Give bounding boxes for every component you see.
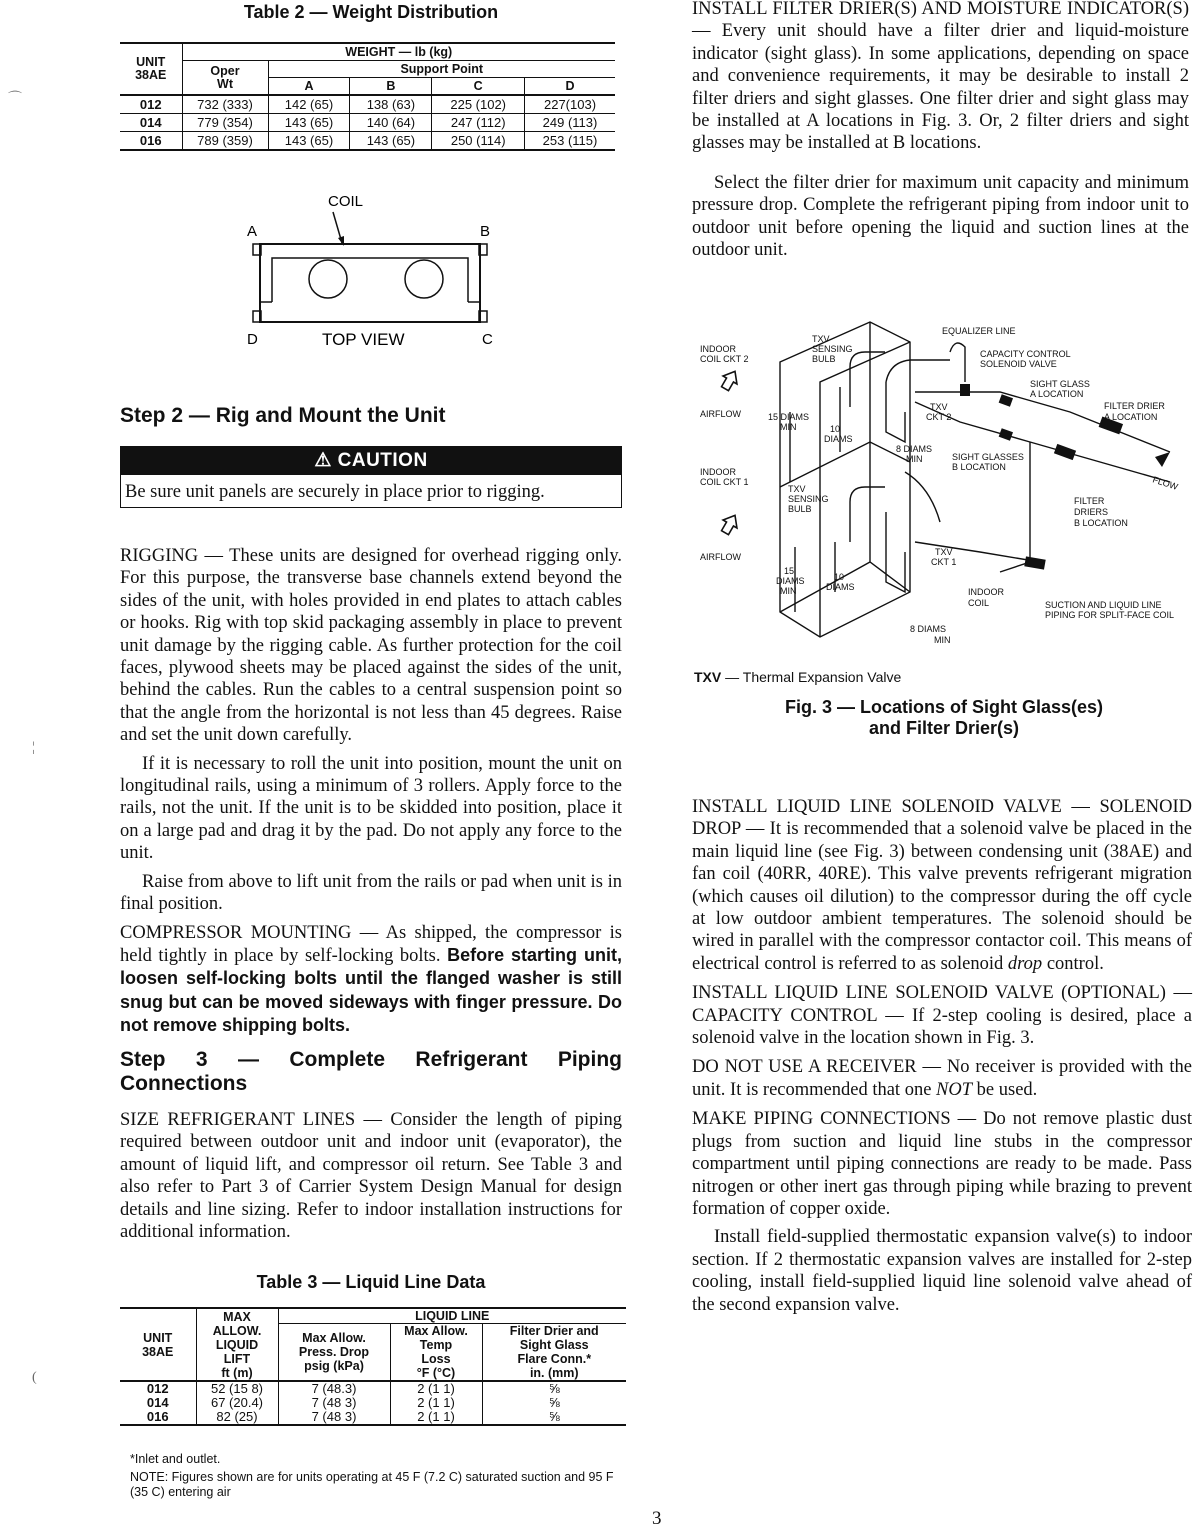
pipe <box>886 512 905 592</box>
t2-col-d: D <box>525 78 615 96</box>
t3-lift: 52 (15 8) <box>196 1381 278 1396</box>
solenoid-optional-paragraph: INSTALL LIQUID LINE SOLENOID VALVE (OPTIONAL) — CAPACITY CONTROL — If 2-step cooling is desired, place a solenoid valve in the location shown in Fig. 3. <box>692 983 1192 1049</box>
filter-drier-b <box>1054 444 1076 460</box>
t2-col-a: A <box>268 78 350 96</box>
t2-c: 250 (114) <box>432 132 525 151</box>
table2-wrap <box>120 36 615 151</box>
top-view-label: TOP VIEW <box>322 330 405 349</box>
t2-unit: 014 <box>120 114 182 132</box>
table-row <box>120 114 615 132</box>
t2-header-weight: WEIGHT — lb (kg) <box>182 43 615 61</box>
filter-drier-b <box>1024 556 1045 569</box>
figure3-diagram <box>700 312 1192 662</box>
txv-bulb-top-label: TXV SENSING BULB <box>812 334 853 364</box>
airflow-arrow-icon <box>718 367 742 392</box>
receiver-text: DO NOT USE A RECEIVER — No receiver is provided with the unit. It is recommended that one <box>692 1057 1192 1100</box>
point-c-label: C <box>482 331 493 348</box>
weight-distribution-table <box>120 42 615 151</box>
t2-oper: 789 (359) <box>182 132 268 151</box>
t2-c: 247 (112) <box>432 114 525 132</box>
table2-title: Table 2 — Weight Distribution <box>243 2 499 22</box>
t3-press: 7 (48.3) <box>278 1381 390 1396</box>
t3-conn: ⅝ <box>482 1381 626 1396</box>
table3-notes <box>130 1452 630 1500</box>
t2-oper: 732 (333) <box>182 95 268 114</box>
table3-wrap <box>120 1307 626 1426</box>
unit-outline <box>260 244 480 322</box>
raise-paragraph: Raise from above to lift unit from the rails or pad when unit is in final position. <box>120 871 622 915</box>
point-d-label: D <box>247 331 258 348</box>
fan-circle <box>309 260 347 298</box>
diams10-bot-label: 10 DIAMS <box>826 572 855 592</box>
filter-drier-paragraph: INSTALL FILTER DRIER(S) AND MOISTURE INDICATOR(S) — Every unit should have a filter drier and liquid-moisture indicator (sight glass). In some applications, depending on space and convenience requirements, it may be desirable to install 2 filter driers and sight glasses. One filter drier and sight glass may be installed at A locations in Fig. 3. Or, 2 filter driers and sight glasses may be installed at B locations. <box>692 0 1189 154</box>
t2-col-c: C <box>432 78 525 96</box>
caution-box <box>120 446 622 508</box>
t3-header-filter: Filter Drier and Sight Glass Flare Conn.* in. (mm) <box>482 1324 626 1382</box>
margin-mark: ( <box>32 1370 37 1385</box>
figure3-caption-line2: and Filter Drier(s) <box>868 718 1020 738</box>
t3-lift: 67 (20.4) <box>196 1396 278 1410</box>
airflow-arrow-icon <box>718 511 742 536</box>
t3-unit: 016 <box>146 1409 169 1424</box>
diams8-top-label: 8 DIAMS MIN <box>896 444 933 464</box>
step3-heading-line1: Step 3 — Complete Refrigerant Piping <box>120 1048 622 1071</box>
piping-connections-paragraph: MAKE PIPING CONNECTIONS — Do not remove plastic dust plugs from suction and liquid line stubs in the compressor compartment until piping connections are ready to be made. Pass nitrogen or other inert gas through piping while brazing to prevent formation of copper oxide. <box>692 1109 1192 1219</box>
flow-label: FLOW <box>1151 474 1180 492</box>
t2-d: 249 (113) <box>525 114 615 132</box>
airflow-label-1: AIRFLOW <box>700 409 742 419</box>
table3-note: NOTE: Figures shown are for units operating at 45 F (7.2 C) saturated suction and 95 F (35 C) entering air <box>130 1470 614 1499</box>
t2-oper: 779 (354) <box>182 114 268 132</box>
t2-unit: 016 <box>120 132 182 151</box>
solenoid-drop-text: INSTALL LIQUID LINE SOLENOID VALVE — SOLENOID DROP — It is recommended that a solenoid valve be placed in the main liquid line (see Fig. 3) between condensing unit (38AE) and fan coil (40RR, 40RE). This valve prevents refrigerant migration (which causes oil dilution) to the compressor during the off cycle at low outdoor ambient temperatures. The solenoid should be wired in parallel with the compressor contactor coil. This means of electrical control is referred to as solenoid <box>692 797 1192 974</box>
t3-temp: 2 (1 1) <box>390 1410 482 1425</box>
filter-select-paragraph: Select the filter drier for maximum unit capacity and minimum pressure drop. Complete the refrigerant piping from indoor unit to outdoor unit before opening the liquid and suction lines at the outdoor unit. <box>692 173 1189 261</box>
liquid-line-table <box>120 1307 626 1426</box>
airflow-label-2: AIRFLOW <box>700 552 742 562</box>
t3-header-liquid-line: LIQUID LINE <box>278 1308 626 1324</box>
filter-b-label: FILTER DRIERS B LOCATION <box>1074 496 1128 528</box>
t3-header-temp: Max Allow. Temp Loss °F (°C) <box>390 1324 482 1382</box>
figure3-caption-line1: Fig. 3 — Locations of Sight Glass(es) <box>784 697 1104 717</box>
roll-paragraph: If it is necessary to roll the unit into position, mount the unit on longitudinal rails, using a minimum of 3 rollers. Apply force to the rails, not the unit. If the unit is to be skidded into position, place it on a large pad and drag it by the pad. Do not apply any force to the unit. <box>120 753 622 864</box>
diams10-top-label: 10 DIAMS <box>824 424 853 444</box>
diams15-top-label: 15 DIAMS MIN <box>768 412 810 432</box>
txv-abbr: TXV <box>694 669 722 685</box>
txv-install-paragraph: Install field-supplied thermostatic expansion valve(s) to indoor section. If 2 thermostatic expansion valves are installed for 2-step cooling, install field-supplied liquid line solenoid valve ahead of the second expansion valve. <box>692 1227 1192 1315</box>
diams15-bot-label: 15 DIAMS MIN <box>776 566 805 596</box>
size-lines-paragraph: SIZE REFRIGERANT LINES — Consider the length of piping required between outdoor unit and indoor unit (evaporator), the amount of liquid lift, and compressor oil return. See Table 3 and also refer to Part 3 of Carrier System Design Manual for design details and line sizing. Refer to indoor installation instructions for additional information. <box>120 1110 622 1243</box>
t3-temp: 2 (1 1) <box>390 1396 482 1410</box>
table-row <box>120 1396 626 1410</box>
figure3-caption <box>692 697 1196 739</box>
receiver-end: be used. <box>976 1079 1038 1100</box>
step3-heading-line2: Connections <box>120 1072 248 1095</box>
receiver-em: NOT <box>936 1079 973 1100</box>
solenoid-drop-em: drop <box>1007 953 1043 974</box>
t2-header-unit: UNIT 38AE <box>135 55 167 82</box>
fan-circle <box>405 260 443 298</box>
pipe <box>886 360 950 382</box>
t3-press: 7 (48 3) <box>278 1396 390 1410</box>
suction-label: SUCTION AND LIQUID LINE PIPING FOR SPLIT-FACE COIL <box>1045 600 1175 620</box>
t2-a: 142 (65) <box>268 95 350 114</box>
coil-outline <box>272 258 468 302</box>
table-row <box>120 95 615 114</box>
table-row <box>120 132 615 151</box>
compressor-warning: Before starting unit, loosen self-locking bolts until the flanged washer is still snug but can be moved sideways with finger pressure. Do not remove shipping bolts. <box>120 944 622 1036</box>
point-a-label: A <box>247 223 258 240</box>
indoor-ckt1-label: INDOOR COIL CKT 1 <box>700 467 749 487</box>
coil-box-edges <box>780 322 910 612</box>
table3-footnote: *Inlet and outlet. <box>130 1452 221 1466</box>
t2-header-oper: Oper Wt <box>182 61 268 96</box>
txv-bulb-bot-label: TXV SENSING BULB <box>788 484 829 514</box>
t3-unit: 012 <box>146 1381 169 1396</box>
solenoid-drop-paragraph <box>692 796 1192 975</box>
indoor-ckt2-label: INDOOR COIL CKT 2 <box>700 344 749 364</box>
t3-lift: 82 (25) <box>196 1410 278 1425</box>
step2-body <box>120 545 622 1038</box>
t3-unit: 014 <box>146 1395 169 1410</box>
top-view-diagram <box>220 188 520 358</box>
t2-b: 140 (64) <box>350 114 432 132</box>
coil-split <box>780 442 910 487</box>
coil-box-front <box>820 342 910 637</box>
t2-col-b: B <box>350 78 432 96</box>
t3-header-press: Max Allow. Press. Drop psig (kPa) <box>278 1324 390 1382</box>
compressor-paragraph <box>120 922 622 1038</box>
rigging-paragraph: RIGGING — These units are designed for overhead rigging only. For this purpose, the transverse base channels extend beyond the sides of the unit, with holes provided in end plates to attach cables or hooks. Rig with top skid packaging assembly in place to prevent unit damage by the rigging cable. As further protection for the coil faces, plywood sheets may be placed against the sides of the unit, behind the cables. Run the cables to a central suspension point so that the angle from the horizontal is not less than 45 degrees. Raise and set the unit down carefully. <box>120 546 622 746</box>
sight-glass-a <box>999 394 1013 407</box>
table3-title: Table 3 — Liquid Line Data <box>256 1272 486 1292</box>
t3-press: 7 (48 3) <box>278 1410 390 1425</box>
page-number: 3 <box>652 1508 662 1529</box>
table-row <box>120 1381 626 1396</box>
margin-mark: ¦ <box>32 740 35 755</box>
receiver-paragraph <box>692 1056 1192 1101</box>
pipe <box>886 382 905 442</box>
t2-b: 138 (63) <box>350 95 432 114</box>
t2-d: 227(103) <box>525 95 615 114</box>
t2-a: 143 (65) <box>268 114 350 132</box>
filter-a-label: FILTER DRIER A LOCATION <box>1104 401 1165 422</box>
diams8-bot-label: 8 DIAMS MIN <box>910 624 951 645</box>
flow-arrow <box>1155 452 1170 467</box>
pipe <box>850 487 885 542</box>
caution-text: Be sure unit panels are securely in place prior to rigging. <box>125 482 545 502</box>
indoor-coil-label: INDOOR COIL <box>968 587 1004 608</box>
table-row <box>120 1410 626 1425</box>
compressor-text: COMPRESSOR MOUNTING — As shipped, the compressor is held tightly in place by self-locking bolts. <box>120 922 622 966</box>
t2-header-support: Support Point <box>268 61 615 78</box>
solenoid-valve <box>960 384 970 396</box>
t2-a: 143 (65) <box>268 132 350 151</box>
t3-conn: ⅝ <box>482 1396 626 1410</box>
t3-header-lift: MAX ALLOW. LIQUID LIFT ft (m) <box>196 1308 278 1381</box>
txv-ckt2-label: TXV CKT 2 <box>926 402 952 422</box>
step2-heading: Step 2 — Rig and Mount the Unit <box>120 404 446 427</box>
txv-legend: TXV — Thermal Expansion Valve <box>694 669 902 685</box>
sight-b-label: SIGHT GLASSES B LOCATION <box>952 452 1024 472</box>
t3-temp: 2 (1 1) <box>390 1381 482 1396</box>
sight-glass-b <box>999 428 1013 441</box>
coil-label: COIL <box>328 193 364 210</box>
margin-mark: ⌒ <box>8 92 22 107</box>
t2-b: 143 (65) <box>350 132 432 151</box>
t2-d: 253 (115) <box>525 132 615 151</box>
t3-conn: ⅝ <box>482 1410 626 1425</box>
cap-control-label: CAPACITY CONTROL SOLENOID VALVE <box>980 349 1071 369</box>
txv-ckt1-label: TXV CKT 1 <box>931 547 957 567</box>
caution-label: ⚠ CAUTION <box>121 447 621 475</box>
sight-a-label: SIGHT GLASS A LOCATION <box>1030 379 1090 399</box>
equalizer-label: EQUALIZER LINE <box>942 326 1016 336</box>
t2-unit: 012 <box>120 95 182 114</box>
step3-heading <box>120 1048 622 1096</box>
solenoid-drop-end: control. <box>1046 953 1104 974</box>
point-b-label: B <box>480 223 491 240</box>
t2-c: 225 (102) <box>432 95 525 114</box>
t3-header-unit: UNIT 38AE <box>142 1330 174 1359</box>
equalizer-loop <box>950 343 965 382</box>
right-body <box>692 796 1192 1316</box>
